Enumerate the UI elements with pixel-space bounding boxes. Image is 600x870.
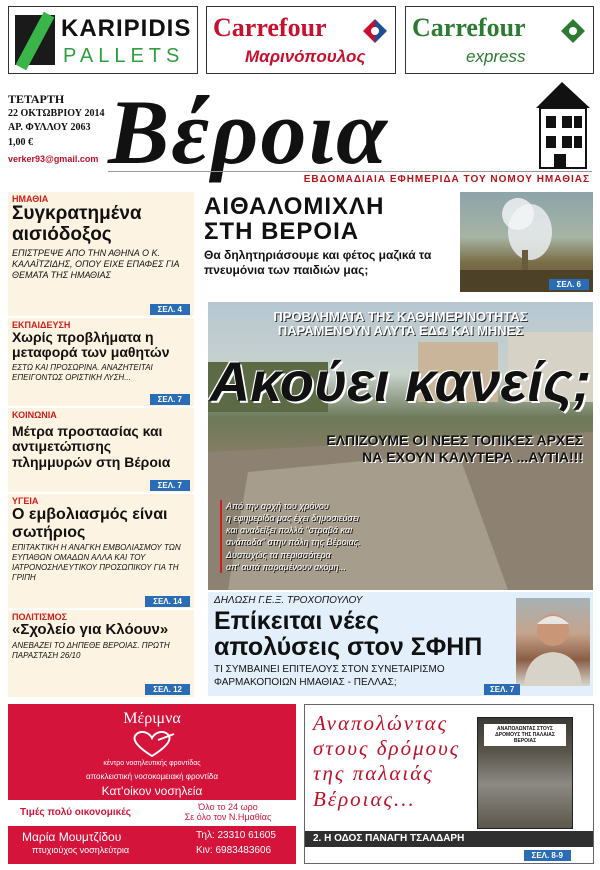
book-cover-image [477, 717, 573, 829]
story-title-line2: απολύσεις στον ΣΦΗΠ [214, 633, 483, 662]
story-title [214, 608, 482, 661]
headline-smog[interactable] [200, 192, 458, 292]
ad-merimna[interactable] [8, 704, 296, 864]
merimna-center: κέντρο νοσηλευτικής φροντίδας [103, 760, 201, 767]
story-sfip[interactable] [208, 592, 593, 696]
karipidis-sub: PALLETS [63, 45, 185, 67]
headline-subtitle: Θα δηλητηριάσουμε και φέτος μαζικά τα πνευμόνια των παιδιών μας; [204, 248, 432, 277]
page-ref-badge[interactable]: ΣΕΛ. 7 [484, 684, 520, 695]
story-tag: ΔΗΛΩΣΗ Γ.Ε.Ξ. ΤΡΟΧΟΠΟΥΛΟΥ [214, 595, 363, 606]
section-politismos[interactable] [8, 610, 194, 697]
section-text: ΑΝΕΒΑΖΕΙ ΤΟ ΔΗΠΕΘΕ ΒΕΡΟΙΑΣ. ΠΡΩΤΗ ΠΑΡΑΣΤΑΣΗ 26/10 [12, 640, 170, 660]
merimna-info-strip [8, 800, 296, 826]
section-title: «Σχολείο για Κλόουν» [12, 621, 169, 638]
book-ad-title-line: Βέροιας... [313, 786, 416, 811]
quote-line: Δυστυχώς τα περισσότερα [226, 549, 331, 560]
merimna-role: πτυχιούχος νοσηλεύτρια [32, 845, 130, 855]
section-text: ΕΣΤΩ ΚΑΙ ΠΡΟΣΩΡΙΝΑ. ΑΝΑΖΗΤΕΙΤΑΙ ΕΠΕΙΓΟΝΤΩΣ ΟΡΙΣΤΙΚΗ ΛΥΣΗ... [12, 362, 153, 382]
main-kicker-line2: ΠΑΡΑΜΕΝΟΥΝ ΑΛΥΤΑ ΕΔΩ ΚΑΙ ΜΗΝΕΣ [277, 323, 524, 339]
quote-line: απ' αυτά παραμένουν ακόμη... [226, 561, 346, 572]
section-title: Μέτρα προστασίας και αντιμετώπισης πλημμυρών στη Βέροια [12, 423, 171, 470]
page-ref-badge[interactable]: ΣΕΛ. 7 [150, 394, 190, 405]
story-text-line1: ΤΙ ΣΥΜΒΑΙΝΕΙ ΕΠΙΤΕΛΟΥΣ ΣΤΟΝ ΣΥΝΕΤΑΙΡΙΣΜΟ [214, 664, 445, 675]
smog-photo [460, 192, 593, 292]
main-story[interactable] [208, 302, 593, 590]
merimna-person: Μαρία Μουμτζίδου [22, 830, 122, 844]
ad-carrefour-express[interactable] [405, 6, 594, 74]
karipidis-name: KARIPIDIS [61, 15, 192, 42]
building-icon [530, 78, 594, 174]
section-title: Χωρίς προβλήματα η μεταφορά των μαθητών [12, 329, 170, 361]
contact-email[interactable]: verker93@gmail.com [8, 154, 99, 164]
carrefour-logo-icon [361, 17, 389, 45]
section-tag: ΗΜΑΘΙΑ [12, 194, 49, 204]
carrefour-express-logo-icon [559, 17, 587, 45]
merimna-phone2[interactable]: Κιν: 6983483606 [196, 845, 272, 856]
page-ref-badge[interactable]: ΣΕΛ. 12 [145, 684, 190, 695]
story-text [214, 664, 445, 689]
book-ad-title-line: της παλαιάς [313, 761, 434, 786]
section-tag: ΠΟΛΙΤΙΣΜΟΣ [12, 612, 68, 622]
merimna-service2: Κατ'οίκον νοσηλεία [101, 784, 203, 798]
merimna-contact-strip [8, 828, 296, 860]
quote-line: και αναδείξει πολλά "στραβά και [226, 525, 353, 536]
left-column [8, 192, 194, 697]
headline-title-line1: ΑΙΘΑΛΟΜΙΧΛΗ [204, 193, 385, 220]
ad-book-old-veria[interactable] [304, 704, 594, 864]
page-ref-badge[interactable]: ΣΕΛ. 6 [549, 279, 589, 290]
page-ref-badge[interactable]: ΣΕΛ. 8-9 [524, 850, 571, 861]
main-headline: Ακούει κανείς; [209, 350, 592, 413]
newspaper-title: Βέροια [108, 81, 389, 183]
merimna-hours-line1: Όλο το 24 ωρο [198, 802, 258, 812]
ad-carrefour-marinopoulos[interactable] [206, 6, 396, 74]
section-text: ΕΠΙΤΑΚΤΙΚΗ Η ΑΝΑΓΚΗ ΕΜΒΟΛΙΑΣΜΟΥ ΤΩΝ ΕΥΠΑΘΩΝ ΟΜΑΔΩΝ ΑΛΛΑ ΚΑΙ ΤΟΥ ΙΑΤΡΟΝΟΣΗΛΕΥΤΙΚΟΥ ΠΡΟΣΩΠΙΚΟΥ ΓΙΑ ΤΗ ΓΡΙΠΗ [12, 543, 181, 583]
ad-karipidis[interactable] [8, 6, 198, 74]
section-text: ΕΠΙΣΤΡΕΨΕ ΑΠΟ ΤΗΝ ΑΘΗΝΑ Ο Κ. ΚΑΛΑΪΤΖΙΔΗΣ, ΟΠΟΥ ΕΙΧΕ ΕΠΑΦΕΣ ΓΙΑ ΘΕΜΑΤΑ ΤΗΣ ΗΜΑΘΙΑΣ [12, 247, 180, 281]
issue-day: ΤΕΤΑΡΤΗ [8, 92, 65, 106]
section-ekpaideusi[interactable] [8, 318, 194, 406]
section-tag: ΕΚΠΑΙΔΕΥΣΗ [12, 320, 71, 330]
quote-line: ανάποδα" στην πόλη της Βέροιας. [226, 537, 361, 548]
main-kicker-line1: ΠΡΟΒΛΗΜΑΤΑ ΤΗΣ ΚΑΘΗΜΕΡΙΝΟΤΗΤΑΣ [273, 309, 528, 324]
section-title: Ο εμβολιασμός είναι σωτήριος [12, 506, 168, 541]
merimna-brand: Μέριμνα [123, 710, 181, 727]
main-quote [220, 500, 420, 573]
main-kicker [208, 310, 593, 339]
section-tag: ΥΓΕΙΑ [12, 496, 39, 506]
portrait-photo [516, 598, 590, 686]
issue-number: ΑΡ. ΦΥΛΛΟΥ 2063 [8, 122, 91, 133]
book-cover-title: ΑΝΑΠΟΛΩΝΤΑΣ ΣΤΟΥΣ ΔΡΟΜΟΥΣ ΤΗΣ ΠΑΛΑΙΑΣ ΒΕΡΟΙΑΣ [484, 724, 566, 746]
page-ref-badge[interactable]: ΣΕΛ. 14 [145, 596, 190, 607]
main-deck-line1: ΕΛΠΙΖΟΥΜΕ ΟΙ ΝΕΕΣ ΤΟΠΙΚΕΣ ΑΡΧΕΣ [326, 432, 583, 448]
story-text-line2: ΦΑΡΜΑΚΟΠΟΙΩΝ ΗΜΑΘΙΑΣ - ΠΕΛΛΑΣ; [214, 676, 397, 688]
merimna-phone1[interactable]: Τηλ: 23310 61605 [196, 830, 276, 841]
karipidis-logo-icon [15, 15, 55, 65]
book-ad-title [313, 711, 473, 812]
merimna-prices: Τιμές πολύ οικονομικές [20, 807, 131, 818]
issue-date: 22 ΟΚΤΩΒΡΙΟΥ 2014 [8, 108, 105, 119]
section-imathia[interactable] [8, 192, 194, 316]
headline-title-line2: ΣΤΗ ΒΕΡΟΙΑ [204, 218, 360, 246]
quote-line: Από την αρχή του χρόνου [226, 501, 329, 511]
issue-price: 1,00 € [8, 137, 33, 148]
newspaper-tagline: ΕΒΔΟΜΑΔΙΑΙΑ ΕΦΗΜΕΡΙΔΑ ΤΟΥ ΝΟΜΟΥ ΗΜΑΘΙΑΣ [303, 174, 590, 185]
book-ad-bar: 2. Η ΟΔΟΣ ΠΑΝΑΓΗ ΤΣΑΛΔΑΡΗ [305, 831, 594, 847]
section-ygeia[interactable] [8, 494, 194, 608]
carrefour-express-name: Carrefour [412, 13, 526, 42]
heart-logo-icon [128, 730, 176, 758]
quote-line: η εφημερίδα μας έχει δημοσιεύσει [226, 513, 359, 524]
main-deck-line2: ΝΑ ΕΧΟΥΝ ΚΑΛΥΤΕΡΑ ...ΑΥΤΙΑ!!! [362, 448, 583, 465]
section-title: Συγκρατημένα αισιόδοξος [12, 203, 142, 245]
merimna-service1: αποκλειστική νοσοκομειακή φροντίδα [85, 772, 218, 781]
section-koinonia[interactable] [8, 408, 194, 492]
main-deck [326, 432, 583, 466]
merimna-hours [168, 802, 288, 822]
book-ad-title-line: στους δρόμους [313, 736, 461, 761]
page-ref-badge[interactable]: ΣΕΛ. 4 [150, 304, 190, 315]
person-portrait-icon [516, 598, 590, 686]
smoke-illustration-icon [460, 192, 593, 292]
carrefour-express-sub: express [466, 47, 526, 66]
book-ad-title-line: Αναπολώντας [313, 711, 449, 735]
merimna-hours-line2: Σε όλο τον Ν.Ημαθίας [184, 812, 272, 822]
headline-title [200, 192, 458, 246]
story-title-line1: Επίκειται νέες [214, 607, 380, 635]
carrefour-name: Carrefour [213, 13, 327, 42]
carrefour-sub: Μαρινόπουλος [245, 47, 366, 66]
page-ref-badge[interactable]: ΣΕΛ. 7 [150, 480, 190, 491]
section-tag: ΚΟΙΝΩΝΙΑ [12, 410, 57, 420]
